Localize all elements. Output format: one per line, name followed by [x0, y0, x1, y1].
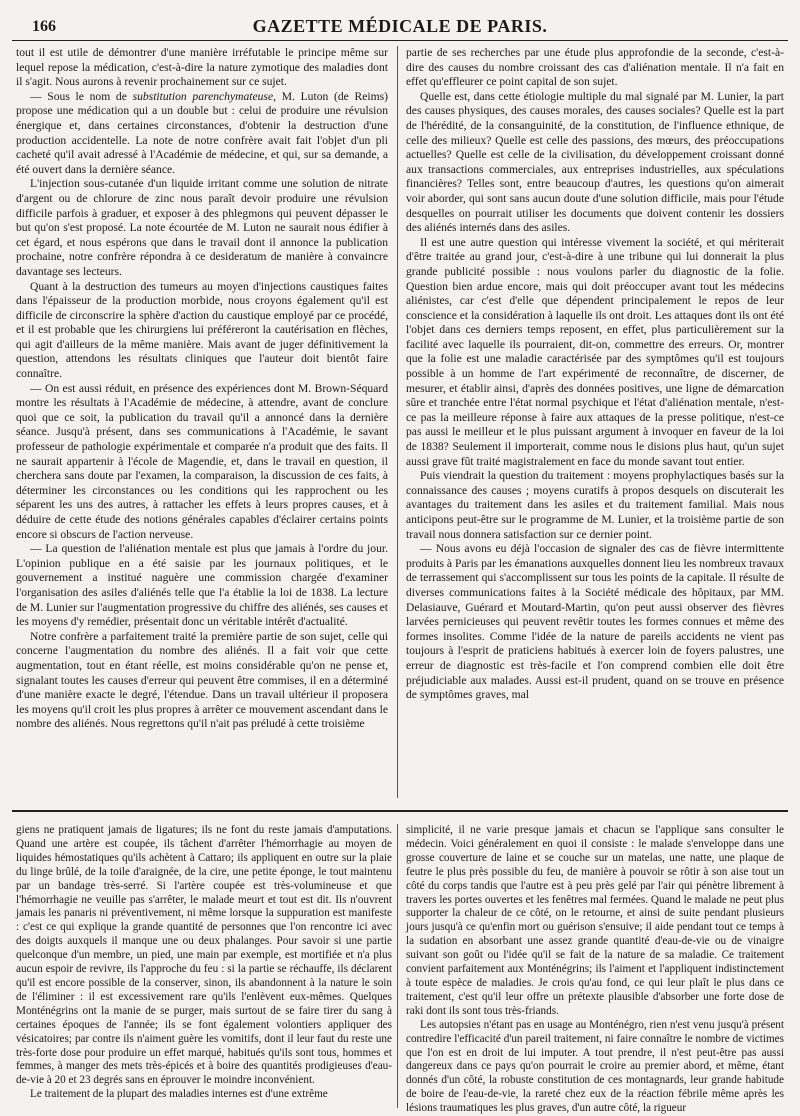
- paragraph: Quelle est, dans cette étiologie multiple du mal signalé par M. Lunier, la part des causes physiques, des causes morales, des causes sociales? Quelle est la part de l'hérédité, de la consanguinité, de la constitution, de l'influence ethnique, de celle des milieux? Quelle est celle des passions, des mœurs, des préoccupations actuelles? Quelle est celle de la civilisation, du développement croissant donné aux transactions commerciales, aux entreprises industrielles, aux spéculations financières? Telles sont, entre beaucoup d'autres, les questions qu'on aimerait voir aborder, qui sont sans aucun doute d'une solution difficile, mais pour l'étude desquelles on pourrait utiliser les documents que doivent contenir les dossiers des aliénés internés dans des asiles.: [406, 89, 784, 235]
- page-number: 166: [32, 18, 56, 35]
- paragraph: Quant à la destruction des tumeurs au moyen d'injections caustiques faites dans l'épaisseur de la production morbide, nous croyons également qu'il est difficile de circonscrire la sphère d'action du caustique employé par ce procédé, et il est probable que les chirurgiens lui préféreront la cautérisation en flèches, qui agit d'ailleurs de la même manière. Mais avant de juger définitivement la question, attendons les résultats cliniques que l'auteur doit bientôt faire connaître.: [16, 279, 388, 381]
- column-divider: [397, 824, 398, 1108]
- emphasis-term: substitution parenchymateuse: [132, 89, 274, 103]
- page-header: [12, 14, 788, 41]
- paragraph: — La question de l'aliénation mentale est plus que jamais à l'ordre du jour. L'opinion publique en a été saisie par les journaux politiques, et le gouvernement a institué naguère une commission chargée d'examiner l'organisation des asiles d'aliénés telle que l'a établie la loi de 1838. La lecture de M. Lunier sur l'augmentation progressive du chiffre des aliénés, ses causes et les moyens d'y remédier, présentait donc un véritable intérêt d'actualité.: [16, 542, 388, 629]
- paragraph: simplicité, il ne varie presque jamais et chacun se l'applique sans consulter le médecin. Voici généralement en quoi il consiste : le malade s'enveloppe dans une grosse couverture de laine et se couche sur un matelas, une natte, une plaque de feutre le plus près possible du feu, de manière à pouvoir se rôtir à son aise tout un côté du corps tandis que l'autre est à peu près gelé par l'air qui pénètre librement à travers les portes ouvertes et les fenêtres mal fermées. Quand le malade ne peut plus supporter la chaleur de ce côté, on le retourne, et ainsi de suite pendant plusieurs jours jusqu'à ce qu'enfin mort ou guérison s'ensuive; il aide pendant tout ce temps à la sudation en absorbant une assez grande quantité d'eau-de-vie ou de vinaigre suivant son goût ou l'idée qu'il se fait de la nature de sa maladie. Ce traitement convient parfaitement aux Monténégrins; ils l'aiment et l'appliquent indistinctement à toute espèce de maladies. Je crois qu'au fond, ce qui leur plaît le plus dans ce traitement, c'est qu'il leur offre un prétexte plausible d'absorber une forte dose de raki dont ils sont tous très-friands.: [406, 824, 784, 1017]
- paragraph: Les autopsies n'étant pas en usage au Monténégro, rien n'est venu jusqu'à présent contredire l'efficacité d'un pareil traitement, ni faire connaître le nombre de victimes que l'on est en droit de lui imputer. A tout prendre, il n'est peut-être pas aussi dangereux dans ce pays qu'on pourrait le croire au premier abord, et même, étant donnés d'un côté, la robuste constitution de ces montagnards, leur grande habitude de boire de l'eau-de-vie, la rareté chez eux de la réaction fébrile même après les lésions traumatiques les plus graves, d'un autre côté, la rigueur: [406, 1018, 784, 1115]
- paragraph: — Sous le nom de substitution parenchymateuse, M. Luton (de Reims) propose une médication qui a un double but : celui de produire une révulsion énergique et, dans certaines circonstances, d'obtenir la destruction d'une production accidentelle. La note de notre confrère avait fait l'objet d'un pli cacheté qu'il avait adressé à l'Académie de médecine, et qui, sur sa demande, a été ouvert dans la dernière séance.: [16, 89, 388, 176]
- top-left-column: [16, 46, 388, 798]
- paragraph: Il est une autre question qui intéresse vivement la société, et qui mériterait d'être traitée au grand jour, c'est-à-dire à une tribune qui lui donnerait la plus grande publicité possible : nous voulons parler du diagnostic de la folie. Question bien ardue encore, mais qui doit préoccuper avant tout les médecins aliénistes, car c'est d'elle que dépendent principalement le repos de leur conscience et la considération à laquelle ils ont droit. Les attaques dont ils ont été l'objet dans ces derniers temps reposent, en effet, plus particulièrement sur la facilité avec laquelle ils pourraient, dit-on, commettre des erreurs. Or, montrer que la folie est une maladie caractérisée par des symptômes qu'il est toujours possible à un homme de l'art expérimenté de reconnaître, de discerner, de mesurer, et établir ainsi, d'après des données positives, une ligne de démarcation sûre et tranchée entre l'état normal psychique et l'état d'aliénation mentale, n'est-ce pas la meilleure réponse à faire aux attaques de la presse politique, n'est-ce pas aussi le meilleur et le plus puissant argument à invoquer en faveur de la loi de 1838? Seulement il importerait, comme nous le disions plus haut, qu'un sujet aussi grave fût traité magistralement en face du monde savant tout entier.: [406, 235, 784, 468]
- paragraph: — Nous avons eu déjà l'occasion de signaler des cas de fièvre intermittente produits à Paris par les émanations auxquelles donnent lieu les nombreux travaux de terrassement qui s'accomplissent sur tous les points de la capitale. Il résulte de diverses communications faites à la Société médicale des hôpitaux, par MM. Delasiauve, Guérard et Moutard-Martin, qu'on peut aussi observer des fièvres larvées pernicieuses qui peuvent revêtir toutes les formes connues et même des formes insolites. Comme l'idée de la nature de pareils accidents ne vient pas toujours à l'esprit de praticiens habitués à exercer loin de foyers palustres, une erreur de diagnostic est très-facile et l'on comprend combien elle doit être préjudiciable aux malades. Aussi est-il prudent, quand on se trouve en présence de symptômes graves, mal: [406, 542, 784, 702]
- bottom-left-column: [16, 824, 392, 1108]
- paragraph: tout il est utile de démontrer d'une manière irréfutable le principe même sur lequel repose la médication, c'est-à-dire la nature zymotique des maladies dont il s'agit. Nous aurons à revenir prochainement sur ce sujet.: [16, 46, 388, 89]
- section-divider: [12, 810, 788, 812]
- paragraph: L'injection sous-cutanée d'un liquide irritant comme une solution de nitrate d'argent ou de chlorure de zinc nous paraît devoir produire une révulsion difficile parfois à graduer, et exposer à des phlegmons qui peuvent dépasser le but qu'on s'est proposé. La note écourtée de M. Luton ne saurait nous édifier à cet égard, et nous espérons que dans le travail dont il annonce la publication prochaine, notre confrère répondra à ce desideratum de manière à convaincre davantage ses lecteurs.: [16, 177, 388, 278]
- paragraph: giens ne pratiquent jamais de ligatures; ils ne font du reste jamais d'amputations. Quand une artère est coupée, ils tâchent d'arrêter l'hémorrhagie au moyen de liquides hémostatiques qu'ils achètent à Cattaro; ils appliquent en outre sur la plaie du linge brûlé, de la toile d'araignée, de la cire, une petite éponge, le tout maintenu par un bandage très-serré. Si l'artère coupée est très-volumineuse et que l'hémorrhagie ne veuille pas s'arrêter, le malade meurt et tout est dit. Ils n'ouvrent jamais les panaris ni préventivement, ni même lorsque la suppuration est manifeste : c'est ce qui explique la grande quantité de personnes que l'on rencontre ici avec des doigts auxquels il manque une ou deux phalanges. Pour savoir si une partie quelconque d'un membre, un pied, une main par exemple, est mortifiée et n'a plus aucun espoir de revivre, ils l'approche du feu : si la partie se réchauffe, ils déclarent qu'il est encore possible de la conserver, sinon, ils abandonnent à la nature le soin de l'éliminer : il est excessivement rare qu'ils l'enlèvent eux-mêmes. Quelques Monténégrins ont la manie de se purger, mais surtout de se faire tirer du sang à certaines époques de l'année; ils se font également volontiers appliquer des vésicatoires; par contre ils n'aiment guère les vomitifs, dont il leur faut du reste une très-forte dose pour produire un effet marqué, habitués qu'ils sont tous, hommes et femmes, à manger des mets très-épicés et à boire des quantités prodigieuses d'eau-de-vie à 20 et 23 degrés sans en éprouver le moindre inconvénient.: [16, 824, 392, 1087]
- paragraph: Puis viendrait la question du traitement : moyens prophylactiques basés sur la connaissance des causes ; moyens curatifs à propos desquels on discuterait les avantages du traitement dans les asiles et du traitement familial. Mais nous anticipons peut-être sur le programme de M. Lunier, et la troisième partie de son travail nous donnera satisfaction sur ce dernier point.: [406, 469, 784, 541]
- paragraph: Notre confrère a parfaitement traité la première partie de son sujet, celle qui concerne l'augmentation du nombre des aliénés. Il a fait voir que cette augmentation, tout en étant réelle, est moins considérable qu'on ne pense et, signalant toutes les causes d'erreur qui peuvent être commises, il en a déterminé d'une manière exacte le degré, l'étendue. Dans un travail ultérieur il proposera les moyens qu'il croit les plus propres à arrêter ce mouvement ascendant dans le nombre des aliénés. Nous regrettons qu'il n'ait pas préludé à cette troisième: [16, 629, 388, 731]
- paragraph: — On est aussi réduit, en présence des expériences dont M. Brown-Séquard montre les résultats à l'Académie de médecine, à attendre, avant de conclure quoi que ce soit, la publication du travail qu'il a annoncé dans la dernière séance. Jusqu'à présent, dans ses communications à l'Académie, le savant professeur de pathologie expérimentale et comparée n'a produit que des faits. Il ne saurait appartenir à l'école de Magendie, et, dans le travail en question, il cherchera sans doute par l'examen, la comparaison, la discussion de ces faits, à déterminer les circonstances ou les conditions qui les rapprochent ou les séparent les uns des autres, à rattacher les effets à leurs propres causes, et à déduire de cette étude des notions générales capables d'éclairer certains points encore si obscurs de l'action nerveuse.: [16, 381, 388, 541]
- paragraph: partie de ses recherches par une étude plus approfondie de la seconde, c'est-à-dire des causes du nombre croissant des cas d'aliénation mentale. Il n'a fait en effet qu'effleurer ce point capital de son sujet.: [406, 46, 784, 89]
- top-right-column: [406, 46, 784, 798]
- column-divider: [397, 46, 398, 798]
- paragraph: Le traitement de la plupart des maladies internes est d'une extrême: [30, 1088, 328, 1101]
- running-title: GAZETTE MÉDICALE DE PARIS.: [252, 16, 548, 36]
- bottom-right-column: [406, 824, 784, 1115]
